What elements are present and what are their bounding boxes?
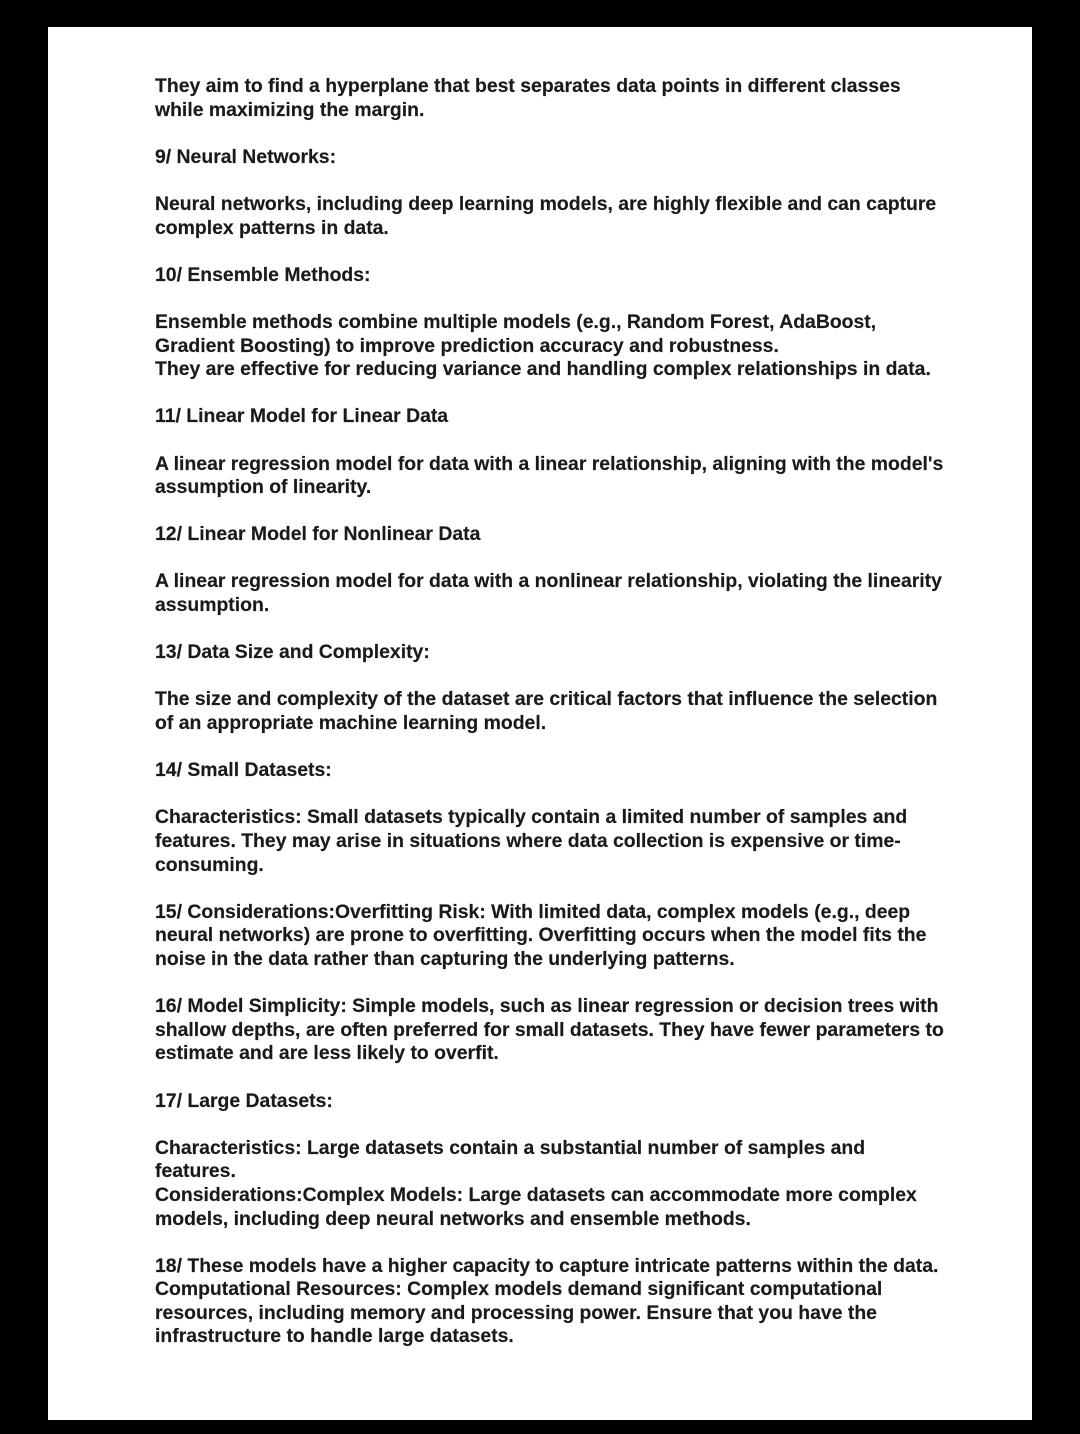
blank-line (155, 240, 945, 264)
section-heading: 13/ Data Size and Complexity: (155, 641, 430, 664)
blank-line (155, 1231, 945, 1255)
section-heading: 12/ Linear Model for Nonlinear Data (155, 523, 481, 546)
text-line: while maximizing the margin. (155, 98, 425, 121)
text-line: assumption. (155, 594, 270, 617)
blank-line (155, 1113, 945, 1137)
blank-line (155, 665, 945, 689)
text-line: The size and complexity of the dataset are critical factors that influence the selection (155, 688, 938, 711)
text-line: Neural networks, including deep learning models, are highly flexible and can capture (155, 192, 937, 215)
text-line: complex patterns in data. (155, 216, 389, 239)
text-line: infrastructure to handle large datasets. (155, 1325, 514, 1348)
text-line: features. (155, 1160, 236, 1183)
text-line: Considerations:Complex Models: Large datasets can accommodate more complex (155, 1183, 917, 1206)
text-line: noise in the data rather than capturing the underlying patterns. (155, 947, 735, 970)
text-line: estimate and are less likely to overfit. (155, 1042, 499, 1065)
section-heading: 10/ Ensemble Methods: (155, 263, 371, 286)
text-line: of an appropriate machine learning model. (155, 712, 547, 735)
text-line: assumption of linearity. (155, 476, 372, 499)
text-line: consuming. (155, 853, 264, 876)
blank-line (155, 500, 945, 524)
text-line: Computational Resources: Complex models demand significant computational (155, 1278, 883, 1301)
text-line: A linear regression model for data with a nonlinear relationship, violating the linearity (155, 570, 942, 593)
blank-line (155, 169, 945, 193)
blank-line (155, 287, 945, 311)
document-page (48, 27, 1032, 1420)
text-line: Characteristics: Large datasets contain a substantial number of samples and (155, 1136, 866, 1159)
blank-line (155, 736, 945, 760)
section-heading: 14/ Small Datasets: (155, 759, 332, 782)
text-line: models, including deep neural networks and ensemble methods. (155, 1207, 751, 1230)
text-line: 18/ These models have a higher capacity to capture intricate patterns within the data. (155, 1254, 939, 1277)
text-line: They aim to find a hyperplane that best separates data points in different classes (155, 75, 901, 97)
section-heading: 17/ Large Datasets: (155, 1089, 333, 1112)
blank-line (155, 429, 945, 453)
blank-line (155, 972, 945, 996)
section-heading: 11/ Linear Model for Linear Data (155, 405, 449, 428)
blank-line (155, 122, 945, 146)
text-line: features. They may arise in situations where data collection is expensive or time- (155, 830, 901, 852)
blank-line (155, 547, 945, 571)
text-line: 15/ Considerations:Overfitting Risk: With limited data, complex models (e.g., deep (155, 900, 911, 923)
text-line: A linear regression model for data with a linear relationship, aligning with the model's (155, 452, 944, 475)
blank-line (155, 618, 945, 642)
text-line: Characteristics: Small datasets typically contain a limited number of samples and (155, 806, 908, 829)
text-line: 16/ Model Simplicity: Simple models, such as linear regression or decision trees with (155, 995, 939, 1018)
text-line: shallow depths, are often preferred for small datasets. They have fewer parameters to (155, 1018, 944, 1041)
document-body (155, 75, 945, 1349)
text-line: Gradient Boosting) to improve prediction accuracy and robustness. (155, 334, 779, 357)
text-line: Ensemble methods combine multiple models (e.g., Random Forest, AdaBoost, (155, 310, 877, 333)
text-line: resources, including memory and processing power. Ensure that you have the (155, 1301, 877, 1324)
section-heading: 9/ Neural Networks: (155, 145, 337, 168)
blank-line (155, 877, 945, 901)
blank-line (155, 1066, 945, 1090)
blank-line (155, 783, 945, 807)
text-line: neural networks) are prone to overfitting. Overfitting occurs when the model fits the (155, 924, 927, 947)
blank-line (155, 382, 945, 406)
text-line: They are effective for reducing variance and handling complex relationships in data. (155, 358, 931, 381)
